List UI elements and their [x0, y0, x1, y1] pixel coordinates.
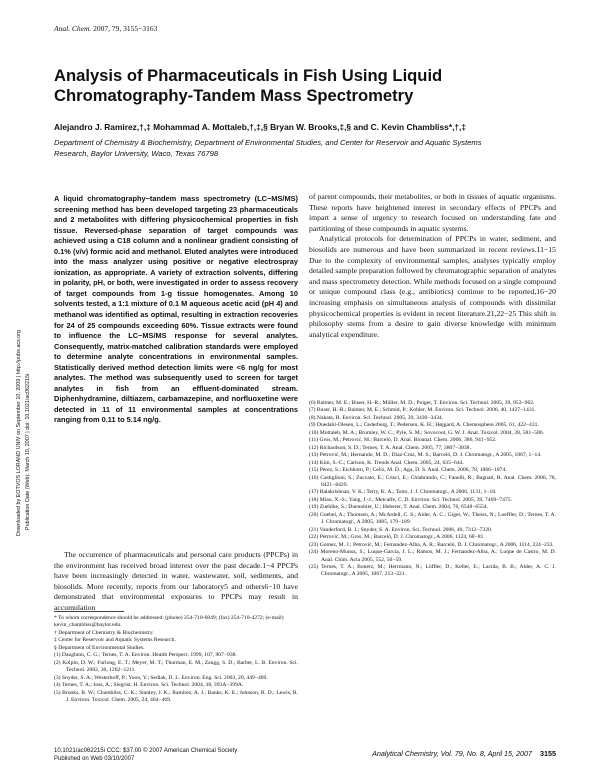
reference-item: (14) Kim, S.-C.; Carlson, K. Trends Anal. Chem. 2005, 24, 635−644. [309, 459, 464, 466]
footnote-affiliation: † Department of Chemistry & Biochemistry. [54, 629, 154, 636]
reference-item: (17) Balakrishnan, V. K.; Terry, K. A.; Toito, J. J. Chromatogr., A 2006, 1131, 1−10. [309, 489, 497, 496]
reference-item: (25) Ternes, T. A.; Bonerz, M.; Herrmann, N.; Löffler, D.; Keller, E.; Lacida, B. B.; Alder, A. C. J. Chromatogr., A 2005, 1067, 213−221. [309, 563, 556, 578]
reference-item: (4) Ternes, T. A.; Joss, A.; Siegrist, H. Environ. Sci. Technol. 2004, 38, 393A−399A. [54, 682, 244, 689]
footer-issue: Analytical Chemistry, Vol. 79, No. 8, April 15, 2007 [372, 749, 532, 758]
download-watermark [7, 230, 47, 540]
body-paragraph: Analytical protocols for determination of PPCPs in water, sediment, and biosolids are numerous and have been summarized in recent reviews.11−15 Due to the complexity of environmental samples, analyses typically employ detailed sample preparation followed by chromatographic separation of analytes and mass spectrometry detection. While methods focused on a single compound or unique compound class (e.g., antibiotics) continue to be reported,16−20 increasing emphasis on simultaneous analysis of compounds with dissimilar physicochemical properties is evident in recent literature.21,22−25 This shift in philosophy stems from a desire to gain diverse knowledge with minimum analytical expenditure. [309, 234, 556, 339]
footnote-correspondence: * To whom correspondence should be addressed: (phone) 254-710-6849; (fax) 254-710-4272; (e-mail) kevin_chambliss@baylor.edu. [54, 615, 284, 629]
reference-item: (9) Duedahl-Olesen, L.; Cederberg, T.; Pedersen, K. H.; Højgard, A. Chemosphere 2005, 61, 422−431. [309, 422, 539, 429]
reference-item: (7) Buser, H.-R.; Balmer, M. E.; Schmid, P.; Kohler, M. Environ. Sci. Technol. 2006, 40, 1427−1431. [309, 407, 536, 414]
reference-item: (6) Balmer, M. E.; Buser, H.-R.; Müller, M. D.; Poiger, T. Environ. Sci. Technol. 2005, 39, 953−962. [309, 400, 535, 406]
journal-citation [54, 24, 157, 33]
footer-doi: 10.1021/ac062215i CCC: $37.00 © 2007 American Chemical Society [54, 748, 238, 754]
reference-item: (3) Snyder, S. A.; Westerhoff, P.; Yoon, Y.; Sedlak, D. L. Environ. Eng. Sci. 2003, 20, 449−469. [54, 674, 268, 681]
reference-item: (1) Daughton, C. G.; Ternes, T. A. Environ. Health Perspect. 1999, 107, 907−938. [54, 652, 237, 659]
reference-list-left [54, 652, 298, 704]
reference-item: (19) Zuehlke, S.; Duennbier, U.; Heberer, T. Anal. Chem. 2004, 76, 6548−6554. [309, 504, 488, 511]
footer-left [54, 747, 237, 763]
page-number: 3155 [540, 749, 556, 758]
footnote-divider [54, 611, 124, 612]
body-paragraph: of parent compounds, their metabolites, or both in tissues of aquatic organisms. These reports have heightened interest in secondary effects of PPCPs and impart a sense of urgency to research focused on understanding fate and partitioning of these compounds in aquatic systems. [309, 192, 556, 233]
footnotes-block [54, 611, 298, 704]
reference-item: (20) Goebel, A.; Thomsen, A.; McArdell, C. S.; Alder, A. C.; Giger, W.; Theiss, N.; Loeffler, D.; Ternes, T. A. J. Chromatogr., A 2005, 1085, 179−189. [309, 511, 556, 526]
reference-item: (10) Mottaleb, M. A.; Brumley, W. C.; Pyle, S. M.; Sovocool, G. W. J. Anal. Toxicol. 2004, 28, 581−586. [309, 429, 545, 436]
article-title: Analysis of Pharmaceuticals in Fish Using Liquid Chromatography-Tandem Mass Spectrometry [54, 66, 443, 105]
reference-item: (5) Brooks, B. W.; Chambliss, C. K.; Stanley, J. K.; Ramirez, A. J.; Banks, K. E.; Johnson, R. D.; Lewis, R. J. Environ. Toxicol. Chem. 2005, 24, 464−469. [54, 689, 298, 703]
reference-item: (8) Nakata, H. Environ. Sci. Technol. 2005, 39, 3430−3434. [309, 414, 444, 421]
footnote-affiliation: § Department of Environmental Studies. [54, 644, 145, 651]
abstract: A liquid chromatography−tandem mass spectrometry (LC−MS/MS) screening method has been developed targeting 23 pharmaceuticals and 2 metabolites with differing physicochemical properties in fish tissue. Reversed-phase separation of target compounds was achieved using a C18 column and a nonlinear gradient consisting of 0.1% (v/v) formic acid and methanol. Eluted analytes were introduced into the mass analyzer using positive or negative electrospray ionization, as appropriate. A variety of extraction solvents, differing in polarity, pH, or both, were investigated in order to assess recovery of target compounds from 1-g tissue homogenates. Among 10 solvents tested, a 1:1 mixture of 0.1 M aqueous acetic acid (pH 4) and methanol was identified as optimal, resulting in extraction recoveries for 24 of 25 compounds exceeding 60%. Tissue extracts were found to influence the LC−MS/MS response for several analytes. Consequently, matrix-matched calibration standards were employed to determine analyte concentrations in environmental samples. Statistically derived method detection limits were <6 ng/g for most analytes. The method was subsequently used to screen for target analytes in fish from an effluent-dominated stream. Diphenhydramine, diltiazem, carbamazepine, and norfluoxetine were detected in 11 of 11 environmental samples at concentrations ranging from 0.11 to 5.14 ng/g. [54, 194, 298, 425]
reference-item: (13) Petrović, M.; Hernando, M. D.; Díaz-Cruz, M. S.; Barceló, D. J. Chromatogr., A 2005, 1067, 1−14. [309, 452, 542, 459]
footnote-affiliation: ‡ Center for Reservoir and Aquatic Systems Research. [54, 637, 176, 644]
footer-published: Published on Web 03/10/2007 [54, 756, 135, 762]
reference-list-right-block [309, 400, 556, 579]
footer-right [372, 749, 556, 758]
reference-list-right [309, 400, 556, 579]
reference-item: (18) Miao, X.-S.; Yang, J.-J.; Metcalfe, C. D. Environ. Sci. Technol. 2005, 39, 7469−7475. [309, 496, 512, 503]
right-column-body [309, 192, 556, 340]
reference-item: (21) Vanderford, B. J.; Snyder, S. A. Environ. Sci. Technol. 2006, 40, 7312−7320. [309, 526, 493, 533]
publication-note: Publication Date (Web): March 10, 2007 | doi: 10.1021/ac062215i [25, 373, 31, 530]
reference-item: (22) Petrović, M.; Gros, M.; Barceló, D. J. Chromatogr., A 2006, 1124, 68−81. [309, 534, 485, 541]
reference-item: (23) Gomez, M. J.; Petrović, M.; Fernandez-Alba, A. R.; Barceló, D. J. Chromatogr., A 2006, 1114, 224−233. [309, 541, 554, 548]
author-list: Alejandro J. Ramirez,†,‡ Mohammad A. Mottaleb,†,‡,§ Bryan W. Brooks,‡,§ and C. Kevin Chambliss*,†,‡ [54, 122, 467, 132]
reference-item: (2) Kolpin, D. W.; Furlong, E. T.; Meyer, M. T.; Thurman, E. M.; Zaugg, S. D.; Barber, L. B. Environ. Sci. Technol. 2002, 36, 1202−1211. [54, 659, 298, 674]
citation-numbers: 2007, 79, 3155−3163 [93, 24, 158, 33]
reference-item: (11) Gros, M.; Petrović, M.; Barceló, D. Anal. Bioanal. Chem. 2006, 386, 941−952. [309, 437, 497, 444]
author-affiliation: Department of Chemistry & Biochemistry, Department of Environmental Studies, and Center for Reservoir and Aquatic Systems Research, Baylor University, Waco, Texas 76798 [54, 138, 482, 158]
reference-item: (12) Richardson, S. D.; Ternes, T. A. Anal. Chem. 2005, 77, 3807−3838. [309, 444, 471, 451]
intro-paragraph: The occurrence of pharmaceuticals and personal care products (PPCPs) in the environment has received broad interest over the past decade.1−4 PPCPs have been increasingly detected in water, wastewater, soil, sediments, and biosolids. More recently, reports from our laboratory5 and others6−10 have demonstrated that environmental exposures to PPCPs may result in accumulation [54, 550, 298, 612]
reference-item: (24) Moreno-Munoz, S.; Luque-Garcia, J. L.; Ramos, M. J.; Fernandez-Alba, A.; Luque de Castro, M. D. Anal. Chim. Acta 2005, 552, 50−59. [309, 549, 556, 563]
download-note: Downloaded by EOTVOS LORAND UNIV on September 10, 2009 | http://pubs.acs.org [16, 329, 22, 536]
reference-item: (16) Castiglioni, S.; Zuccato, E.; Crisci, E.; Chiabrando, C.; Fanelli, R.; Bagnati, R. Anal. Chem. 2006, 78, 8421−8429. [309, 474, 556, 488]
journal-name: Anal. Chem. [54, 24, 92, 33]
reference-item: (15) Perez, S.; Eichhorn, P.; Celiz, M. D.; Aga, D. S. Anal. Chem. 2006, 78, 1866−1874. [309, 467, 507, 474]
